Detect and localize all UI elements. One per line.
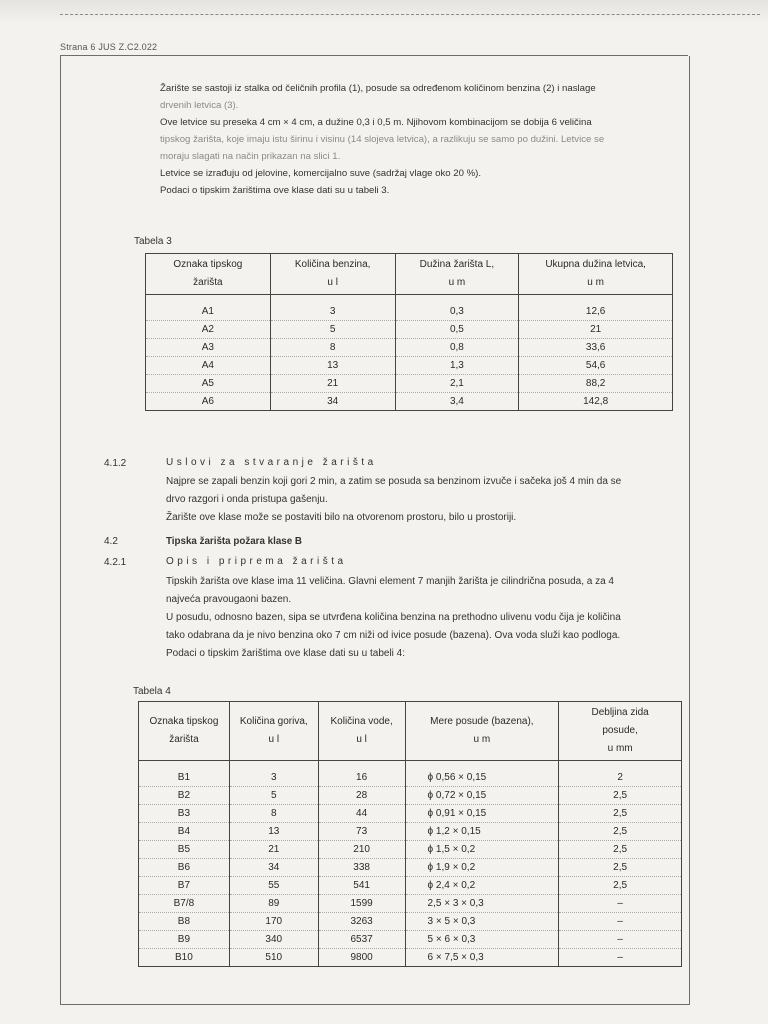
table4-cell: 89 [229, 895, 318, 913]
table4-cell: ϕ 0,91 × 0,15 [405, 805, 559, 823]
body-line: Podaci o tipskim žarištima ove klase dati su u tabeli 4: [166, 648, 405, 659]
table3-cell: 3,4 [395, 393, 519, 411]
table3-cell: 21 [519, 321, 673, 339]
table4-cell: 2,5 [559, 841, 682, 859]
table4-cell: – [559, 931, 682, 949]
table4-cell: 6 × 7,5 × 0,3 [405, 949, 559, 967]
table4-cell: 541 [318, 877, 405, 895]
table4-cell: 2,5 [559, 877, 682, 895]
table4-cell: B1 [139, 761, 230, 787]
intro-line: Letvice se izrađuju od jelovine, komercijalno suve (sadržaj vlage oko 20 %). [160, 168, 482, 179]
table3-cell: A2 [146, 321, 271, 339]
table4-row [139, 787, 682, 805]
table4-cell: 8 [229, 805, 318, 823]
table4-row [139, 931, 682, 949]
body-line: tako odabrana da je nivo benzina oko 7 cm niži od ivice posude (bazena). Ova voda služi kao podloga. [166, 630, 621, 641]
section-number: 4.1.2 [104, 458, 127, 469]
table4-cell: B4 [139, 823, 230, 841]
table4-cell: ϕ 1,5 × 0,2 [405, 841, 559, 859]
table4-row [139, 895, 682, 913]
table4-cell: 13 [229, 823, 318, 841]
table4-cell: 44 [318, 805, 405, 823]
table4-row [139, 913, 682, 931]
table3-cell: 13 [270, 357, 395, 375]
table3-row [146, 375, 673, 393]
table3-row [146, 321, 673, 339]
table3-caption: Tabela 3 [134, 236, 172, 247]
table4-cell: 21 [229, 841, 318, 859]
scan-top-edge [0, 0, 768, 24]
table4-cell: B9 [139, 931, 230, 949]
table3-header-cell: Količina benzina, u l [270, 254, 395, 295]
body-line: Najpre se zapali benzin koji gori 2 min, a zatim se posuda sa benzinom izvuče i sačeka još 4 min da se [166, 476, 622, 487]
table4-cell: 3263 [318, 913, 405, 931]
table4-cell: ϕ 1,2 × 0,15 [405, 823, 559, 841]
section-title: Tipska žarišta požara klase B [166, 536, 302, 547]
table3-cell: 54,6 [519, 357, 673, 375]
table4-cell: B5 [139, 841, 230, 859]
table4-cell: – [559, 949, 682, 967]
table4-cell: 210 [318, 841, 405, 859]
table3-cell: 34 [270, 393, 395, 411]
body-line: Tipskih žarišta ove klase ima 11 veličina. Glavni element 7 manjih žarišta je cilindrična posuda, a za 4 [166, 576, 614, 587]
table3-cell: A5 [146, 375, 271, 393]
table3-cell: 5 [270, 321, 395, 339]
table4-cell: B6 [139, 859, 230, 877]
table4-cell: – [559, 913, 682, 931]
table4-cell: 2,5 [559, 859, 682, 877]
table3-cell: 142,8 [519, 393, 673, 411]
table4-cell: ϕ 0,72 × 0,15 [405, 787, 559, 805]
table4-cell: 338 [318, 859, 405, 877]
table4-cell: B7/8 [139, 895, 230, 913]
table4-cell: 510 [229, 949, 318, 967]
table4-cell: 1599 [318, 895, 405, 913]
table3-cell: 33,6 [519, 339, 673, 357]
table3-header-cell: Dužina žarišta L, u m [395, 254, 519, 295]
table3-row [146, 295, 673, 321]
table4-cell: 16 [318, 761, 405, 787]
table4-cell: 5 × 6 × 0,3 [405, 931, 559, 949]
table3-cell: 1,3 [395, 357, 519, 375]
scan-artifact-line [60, 14, 760, 15]
table4-header-cell: Količina goriva, u l [229, 702, 318, 761]
table3-cell: 0,3 [395, 295, 519, 321]
table4-cell: ϕ 1,9 × 0,2 [405, 859, 559, 877]
table4-cell: – [559, 895, 682, 913]
table4-row [139, 877, 682, 895]
table3-cell: 0,8 [395, 339, 519, 357]
table4-row [139, 949, 682, 967]
table3-header-cell: Ukupna dužina letvica, u m [519, 254, 673, 295]
body-line: Žarište ove klase može se postaviti bilo na otvorenom prostoru, bilo u prostoriji. [166, 512, 517, 523]
intro-line: Žarište se sastoji iz stalka od čeličnih profila (1), posude sa određenom količinom benzina (2) i naslage [160, 83, 596, 94]
page-header: Strana 6 JUS Z.C2.022 [60, 42, 158, 52]
table4-cell: 6537 [318, 931, 405, 949]
table4-header-row [139, 702, 682, 761]
table4-cell: 2,5 [559, 823, 682, 841]
table3-cell: 0,5 [395, 321, 519, 339]
table3-header-row [146, 254, 673, 295]
intro-paragraph [160, 80, 705, 199]
table4-row [139, 805, 682, 823]
table4-header-cell: Oznaka tipskog žarišta [139, 702, 230, 761]
table4-cell: 2,5 [559, 787, 682, 805]
table4-row [139, 823, 682, 841]
table4-header-cell: Mere posude (bazena), u m [405, 702, 559, 761]
table4-cell: 170 [229, 913, 318, 931]
section-number: 4.2.1 [104, 557, 127, 568]
table3-row [146, 357, 673, 375]
table4-caption: Tabela 4 [133, 686, 171, 697]
intro-line: tipskog žarišta, koje imaju istu širinu i visinu (14 slojeva letvica), a razlikuju se samo po dužini. Letvice se [160, 134, 605, 145]
table4-cell: 3 [229, 761, 318, 787]
table3-header-cell: Oznaka tipskog žarišta [146, 254, 271, 295]
body-line: drvo razgori i onda pristupa gašenju. [166, 494, 328, 505]
table3-cell: A6 [146, 393, 271, 411]
table3-cell: 12,6 [519, 295, 673, 321]
section-title: Opis i priprema žarišta [166, 556, 347, 567]
section-number: 4.2 [104, 536, 118, 547]
table3-cell: 8 [270, 339, 395, 357]
table3-cell: 88,2 [519, 375, 673, 393]
table4-cell: 2,5 × 3 × 0,3 [405, 895, 559, 913]
table4-cell: 3 × 5 × 0,3 [405, 913, 559, 931]
intro-line: Podaci o tipskim žarištima ove klase dati su u tabeli 3. [160, 185, 390, 196]
table4-row [139, 761, 682, 787]
body-line: najveća pravougaoni bazen. [166, 594, 292, 605]
table4-cell: B7 [139, 877, 230, 895]
table3-row [146, 393, 673, 411]
table4-cell: 5 [229, 787, 318, 805]
section-4-1-2-text [166, 473, 711, 527]
table4-cell: 9800 [318, 949, 405, 967]
table4-header-cell: Debljina zida posude, u mm [559, 702, 682, 761]
table3-cell: 2,1 [395, 375, 519, 393]
table3-cell: 3 [270, 295, 395, 321]
table3-row [146, 339, 673, 357]
table4-cell: B3 [139, 805, 230, 823]
table4-cell: 28 [318, 787, 405, 805]
table3-cell: A1 [146, 295, 271, 321]
body-line: U posudu, odnosno bazen, sipa se utvrđena količina benzina na prethodno ulivenu vodu čija je količina [166, 612, 621, 623]
table3 [145, 253, 673, 411]
table4-cell: 34 [229, 859, 318, 877]
table4-cell: B2 [139, 787, 230, 805]
intro-line: drvenih letvica (3). [160, 100, 239, 111]
table4-cell: ϕ 2,4 × 0,2 [405, 877, 559, 895]
table3-cell: A3 [146, 339, 271, 357]
table4-cell: B8 [139, 913, 230, 931]
table4-cell: ϕ 0,56 × 0,15 [405, 761, 559, 787]
table3-cell: 21 [270, 375, 395, 393]
intro-line: moraju slagati na način prikazan na slici 1. [160, 151, 341, 162]
table4-cell: 55 [229, 877, 318, 895]
table4-cell: B10 [139, 949, 230, 967]
table4-row [139, 859, 682, 877]
section-4-2-1-text [166, 573, 711, 663]
table4 [138, 701, 682, 967]
table4-cell: 340 [229, 931, 318, 949]
table4-cell: 2 [559, 761, 682, 787]
table4-cell: 2,5 [559, 805, 682, 823]
table3-cell: A4 [146, 357, 271, 375]
table4-cell: 73 [318, 823, 405, 841]
table4-row [139, 841, 682, 859]
table4-header-cell: Količina vode, u l [318, 702, 405, 761]
section-title: Uslovi za stvaranje žarišta [166, 457, 377, 468]
intro-line: Ove letvice su preseka 4 cm × 4 cm, a dužine 0,3 i 0,5 m. Njihovom kombinacijom se dobija 6 veličina [160, 117, 592, 128]
